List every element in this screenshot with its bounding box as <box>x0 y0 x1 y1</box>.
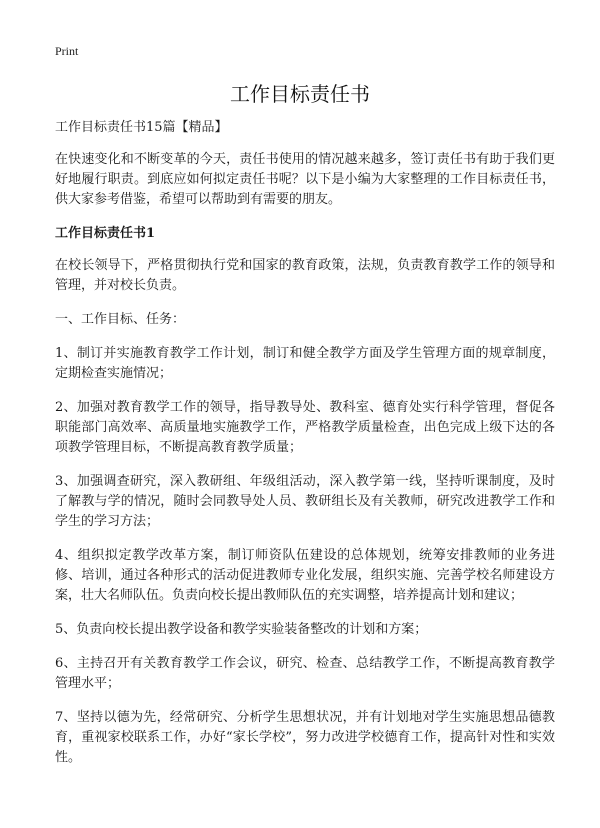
section-heading: 工作目标责任书1 <box>55 226 156 241</box>
intro-paragraph: 在快速变化和不断变革的今天，责任书使用的情况越来越多，签订责任书有助于我们更好地履行职责。到底应如何拟定责任书呢？以下是小编为大家整理的工作目标责任书，供大家参考借鉴，希望可以帮助到有需要的朋友。 <box>55 152 555 207</box>
paragraph-item-3: 3、加强调查研究，深入教研组、年级组活动，深入教学第一线，坚持听课制度，及时了解教与学的情况，随时会同教导处人员、教研组长及有关教师，研究改进教学工作和学生的学习方法； <box>55 474 555 529</box>
document-subtitle: 工作目标责任书15篇【精品】 <box>55 120 228 135</box>
paragraph-goals-heading: 一、工作目标、任务： <box>55 312 186 327</box>
paragraph-item-7: 7、坚持以德为先，经常研究、分析学生思想状况，并有计划地对学生实施思想品德教育，重视家校联系工作，办好“家长学校”，努力改进学校德育工作，提高针对性和实效性。 <box>55 710 555 765</box>
paragraph-item-5: 5、负责向校长提出教学设备和教学实验装备整改的计划和方案； <box>55 622 428 637</box>
paragraph-leadership: 在校长领导下，严格贯彻执行党和国家的教育政策，法规，负责教育教学工作的领导和管理，并对校长负责。 <box>55 258 555 293</box>
paragraph-item-4: 4、组织拟定教学改革方案，制订师资队伍建设的总体规划，统筹安排教师的业务进修、培训，通过各种形式的活动促进教师专业化发展，组织实施、完善学校名师建设方案，壮大名师队伍。负责向校长提出教师队伍的充实调整，培养提高计划和建议； <box>55 548 555 603</box>
document-title: 工作目标责任书 <box>230 82 370 106</box>
paragraph-item-2: 2、加强对教育教学工作的领导，指导教导处、教科室、德育处实行科学管理，督促各职能部门高效率、高质量地实施教学工作，严格教学质量检查，出色完成上级下达的各项教学管理目标，不断提高教育教学质量； <box>55 400 555 455</box>
paragraph-item-6: 6、主持召开有关教育教学工作会议，研究、检查、总结教学工作，不断提高教育教学管理水平； <box>55 656 555 691</box>
document-body <box>55 118 555 782</box>
print-link[interactable]: Print <box>55 44 79 58</box>
paragraph-item-1: 1、制订并实施教育教学工作计划，制订和健全教学方面及学生管理方面的规章制度，定期检查实施情况； <box>55 346 555 381</box>
